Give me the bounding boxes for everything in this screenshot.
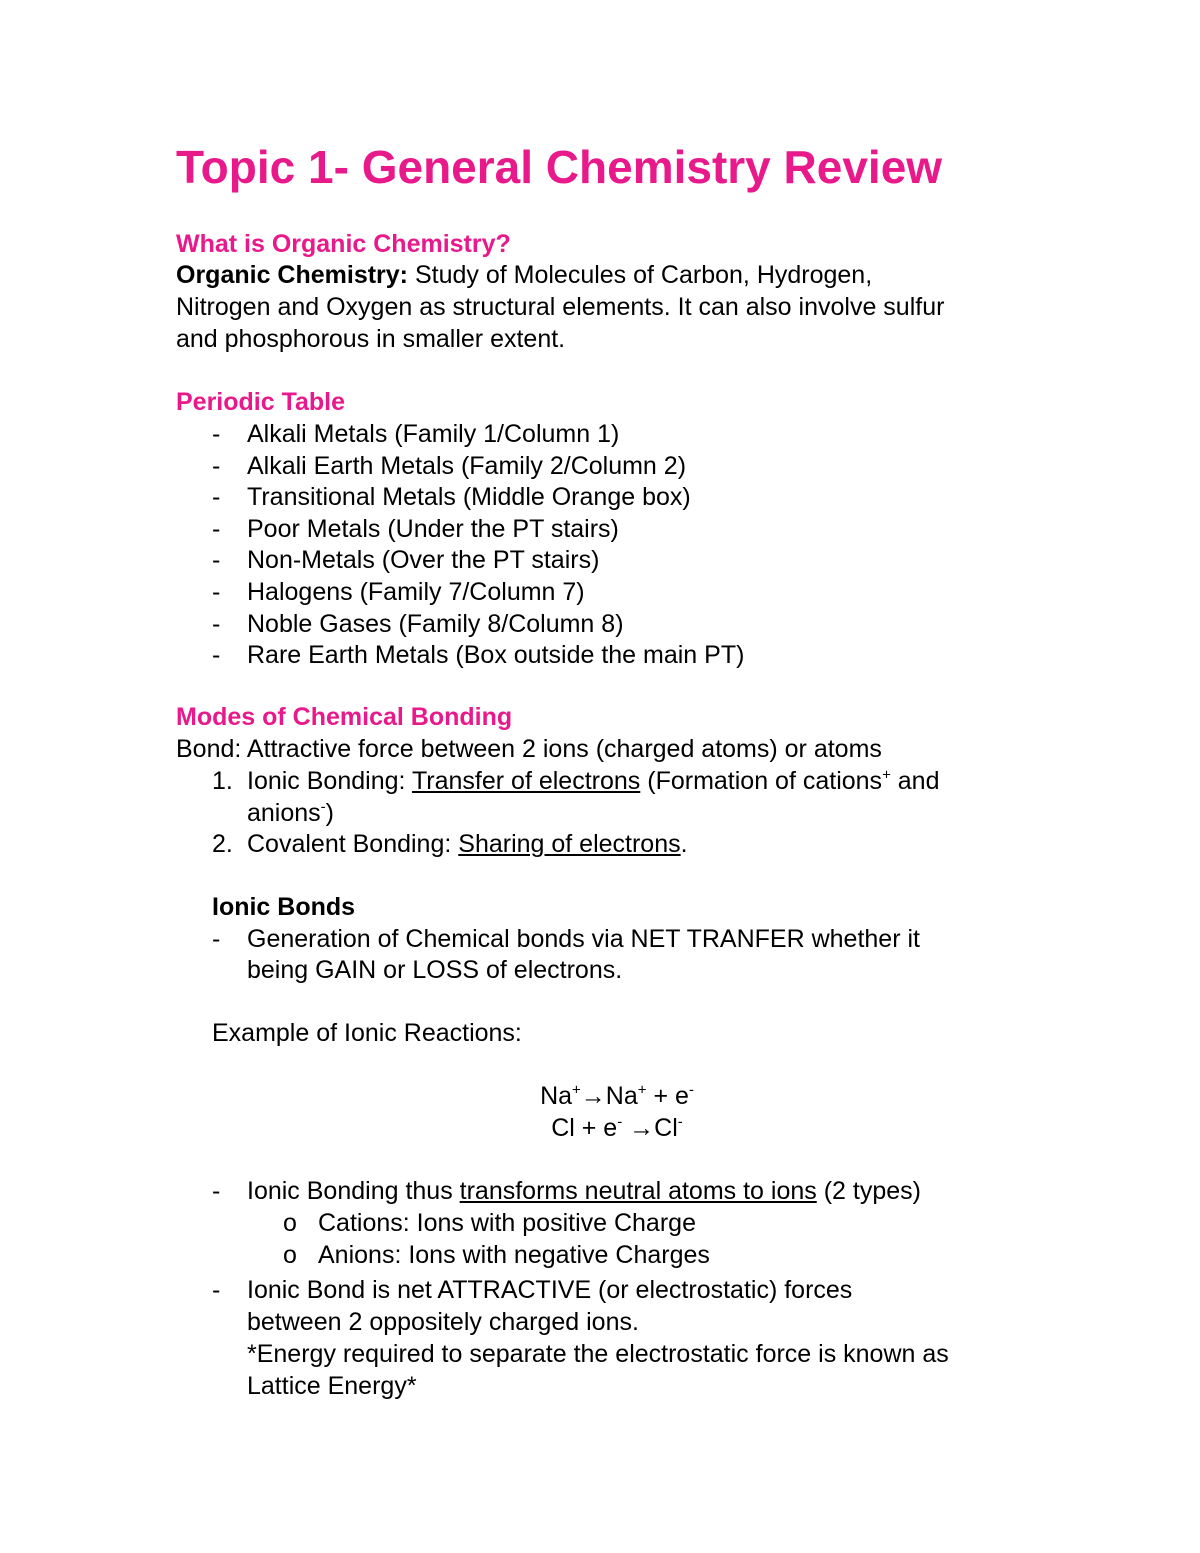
organic-definition-line-3: and phosphorous in smaller extent. [176, 325, 566, 353]
eq2-arrow: → [622, 1114, 655, 1142]
covalent-bonding-underlined: Sharing of electrons [458, 830, 681, 858]
eq2-electron-sup: - [617, 1113, 623, 1131]
cations-item: Cations: Ions with positive Charge [318, 1209, 696, 1237]
equation-sodium [0, 1081, 1200, 1111]
eq1-electron: + e [646, 1082, 689, 1110]
eq2-cl-electron: Cl + e [551, 1114, 618, 1142]
dash-marker: - [212, 515, 221, 543]
equation-chlorine [0, 1113, 1200, 1143]
eq1-na: Na [540, 1082, 573, 1110]
section-heading-bonding: Modes of Chemical Bonding [176, 703, 513, 731]
lattice-energy-line-1: *Energy required to separate the electrostatic force is known as [247, 1340, 949, 1368]
covalent-bonding-item [247, 829, 688, 859]
organic-definition-text: Study of Molecules of Carbon, Hydrogen, [414, 261, 873, 289]
cation-superscript: + [882, 766, 891, 784]
dash-marker: - [212, 483, 221, 511]
sub-bullet-marker: o [283, 1241, 297, 1269]
covalent-bonding-end: . [680, 830, 688, 858]
subheading-ionic-bonds: Ionic Bonds [212, 893, 356, 921]
eq1-na-ion: Na [605, 1082, 638, 1110]
dash-marker: - [212, 610, 221, 638]
ionic-bonding-item-line-2 [247, 798, 334, 828]
transform-item [247, 1176, 921, 1206]
organic-definition-line-1 [176, 260, 872, 290]
periodic-list-item: Halogens (Family 7/Column 7) [247, 578, 585, 606]
organic-definition-line-2: Nitrogen and Oxygen as structural elements. It can also involve sulfur [176, 293, 945, 321]
organic-term: Organic Chemistry: [176, 261, 409, 289]
sub-bullet-marker: o [283, 1209, 297, 1237]
lattice-energy-line-2: Lattice Energy* [247, 1372, 417, 1400]
dash-marker: - [212, 420, 221, 448]
eq1-na-ion-sup: + [637, 1081, 647, 1099]
anions-item: Anions: Ions with negative Charges [318, 1241, 710, 1269]
periodic-list-item: Alkali Metals (Family 1/Column 1) [247, 420, 620, 448]
anion-superscript: - [320, 798, 326, 816]
list-number-2: 2. [212, 830, 233, 858]
example-label: Example of Ionic Reactions: [212, 1019, 522, 1047]
dash-marker: - [212, 452, 221, 480]
ionic-generation-line-1: Generation of Chemical bonds via NET TRANFER whether it [247, 925, 920, 953]
periodic-list-item: Rare Earth Metals (Box outside the main PT) [247, 641, 745, 669]
covalent-bonding-prefix: Covalent Bonding: [247, 830, 459, 858]
ionic-bonding-mid: (Formation of cations [640, 767, 883, 795]
eq2-cl-ion: Cl [654, 1114, 678, 1142]
eq1-na-sup: + [572, 1081, 581, 1099]
dash-marker: - [212, 1177, 221, 1205]
eq1-electron-sup: - [688, 1081, 694, 1099]
dash-marker: - [212, 641, 221, 669]
net-attractive-line-1: Ionic Bond is net ATTRACTIVE (or electrostatic) forces [247, 1276, 853, 1304]
bond-definition: Bond: Attractive force between 2 ions (charged atoms) or atoms [176, 735, 882, 763]
transform-suffix: (2 types) [816, 1177, 921, 1205]
eq1-arrow: → [580, 1082, 606, 1110]
periodic-list-item: Noble Gases (Family 8/Column 8) [247, 610, 624, 638]
ionic-bonding-underlined: Transfer of electrons [411, 767, 641, 795]
ionic-bonding-prefix: Ionic Bonding: [247, 767, 412, 795]
periodic-list-item: Alkali Earth Metals (Family 2/Column 2) [247, 452, 687, 480]
anions-close-paren: ) [325, 799, 334, 827]
dash-marker: - [212, 1276, 221, 1304]
anions-word: anions [247, 799, 321, 827]
dash-marker: - [212, 546, 221, 574]
ionic-bonding-and: and [890, 767, 940, 795]
dash-marker: - [212, 925, 221, 953]
periodic-list-item: Non-Metals (Over the PT stairs) [247, 546, 600, 574]
ionic-generation-line-2: being GAIN or LOSS of electrons. [247, 956, 623, 984]
section-heading-periodic: Periodic Table [176, 388, 346, 416]
periodic-list-item: Transitional Metals (Middle Orange box) [247, 483, 691, 511]
section-heading-organic: What is Organic Chemistry? [176, 230, 511, 258]
net-attractive-line-2: between 2 oppositely charged ions. [247, 1308, 639, 1336]
eq2-cl-ion-sup: - [677, 1113, 683, 1131]
dash-marker: - [212, 578, 221, 606]
transform-underlined: transforms neutral atoms to ions [459, 1177, 817, 1205]
periodic-list-item: Poor Metals (Under the PT stairs) [247, 515, 619, 543]
ionic-bonding-item [247, 766, 940, 796]
list-number-1: 1. [212, 767, 233, 795]
transform-prefix: Ionic Bonding thus [247, 1177, 460, 1205]
page-title: Topic 1- General Chemistry Review [176, 141, 943, 193]
